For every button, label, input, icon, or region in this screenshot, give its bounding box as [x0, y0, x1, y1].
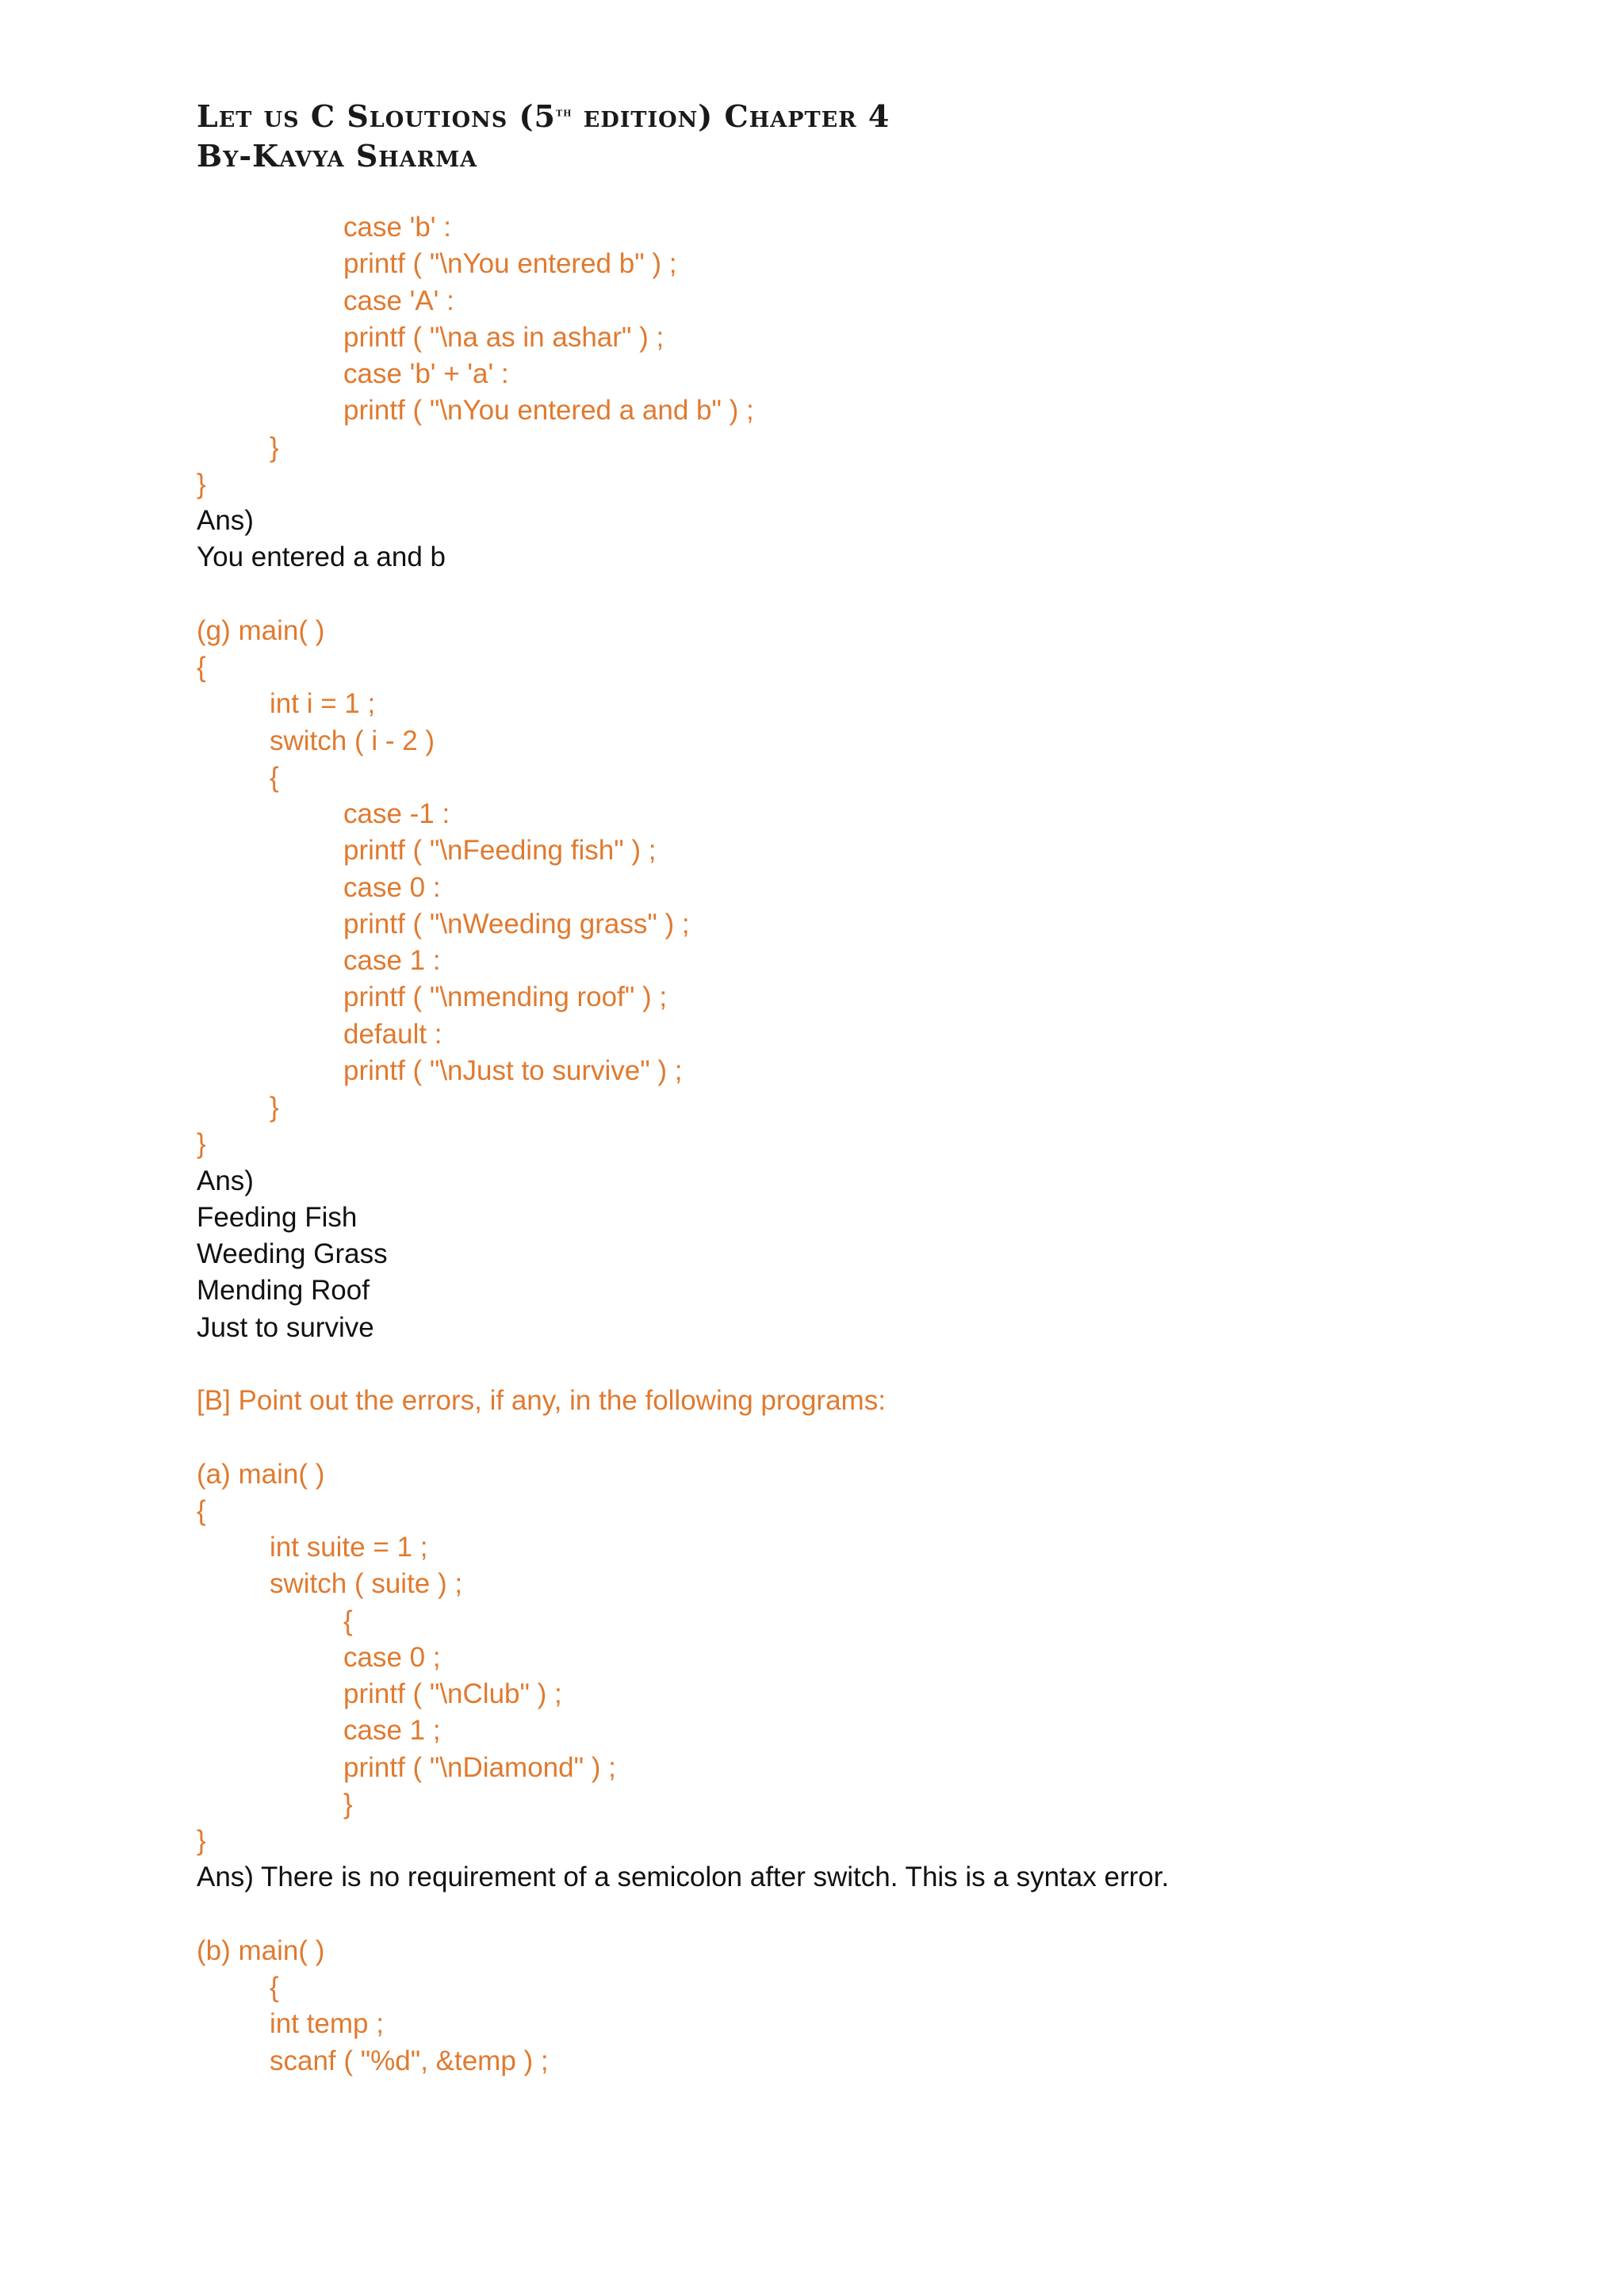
code-line: case 1 ;: [343, 1715, 441, 1747]
code-line: int temp ;: [270, 2008, 384, 2040]
blank-line: [197, 1419, 1465, 1456]
code-line: printf ( "\nJust to survive" ) ;: [343, 1054, 683, 1086]
code-line: (g) main( ): [197, 614, 325, 646]
code-line: int i = 1 ;: [270, 688, 376, 720]
code-line: case 1 :: [343, 945, 441, 976]
code-line: }: [197, 468, 206, 499]
code-line: {: [270, 761, 279, 793]
code-line: printf ( "\na as in ashar" ) ;: [343, 321, 665, 353]
code-line: printf ( "\nFeeding fish" ) ;: [343, 835, 657, 867]
answer-line: Ans) There is no requirement of a semicolon after switch. This is a syntax error.: [197, 1862, 1170, 1893]
blank-line: [197, 1896, 1465, 1933]
code-line: (a) main( ): [197, 1458, 325, 1490]
code-line: case 'b' :: [343, 212, 451, 243]
code-line: printf ( "\nDiamond" ) ;: [343, 1751, 616, 1783]
header-title-pre: Let us C Sloutions (5: [197, 98, 556, 134]
code-line: printf ( "\nYou entered a and b" ) ;: [343, 395, 754, 427]
header-title-post: edition) Chapter 4: [572, 98, 891, 134]
blank-line: [197, 576, 1465, 613]
code-line: printf ( "\nYou entered b" ) ;: [343, 248, 677, 280]
code-line: scanf ( "%d", &temp ) ;: [270, 2045, 549, 2076]
code-line: case 0 :: [343, 871, 441, 903]
blank-line: [197, 1346, 1465, 1383]
answer-line: Just to survive: [197, 1311, 374, 1343]
page-header: [197, 97, 890, 176]
code-line: case 'A' :: [343, 285, 454, 316]
code-line: (b) main( ): [197, 1934, 325, 1966]
code-line: }: [197, 1128, 206, 1160]
answer-line: Ans): [197, 1165, 254, 1196]
code-line: [B] Point out the errors, if any, in the following programs:: [197, 1385, 886, 1416]
answer-line: Mending Roof: [197, 1275, 370, 1307]
code-line: case -1 :: [343, 798, 450, 829]
code-line: {: [197, 652, 206, 683]
header-author: By-Kavya Sharma: [197, 138, 478, 174]
answer-line: Feeding Fish: [197, 1201, 358, 1233]
answer-line: Weeding Grass: [197, 1238, 388, 1269]
code-line: }: [197, 1825, 206, 1856]
document-body: [197, 209, 1465, 2080]
code-line: {: [343, 1605, 353, 1636]
code-line: }: [270, 431, 279, 463]
code-line: }: [343, 1788, 353, 1820]
code-line: int suite = 1 ;: [270, 1532, 428, 1563]
code-line: {: [197, 1494, 206, 1526]
answer-line: Ans): [197, 505, 254, 536]
code-line: }: [270, 1092, 279, 1123]
code-line: switch ( suite ) ;: [270, 1568, 463, 1600]
header-title-sup: th: [555, 104, 573, 120]
code-line: default :: [343, 1018, 442, 1050]
code-line: switch ( i - 2 ): [270, 725, 435, 756]
code-line: printf ( "\nmending roof" ) ;: [343, 982, 668, 1013]
code-line: printf ( "\nWeeding grass" ) ;: [343, 908, 690, 939]
code-line: case 'b' + 'a' :: [343, 358, 509, 389]
answer-line: You entered a and b: [197, 541, 446, 573]
code-line: case 0 ;: [343, 1641, 441, 1673]
code-line: printf ( "\nClub" ) ;: [343, 1678, 562, 1709]
header-title: [197, 97, 890, 136]
code-line: {: [270, 1972, 279, 2003]
